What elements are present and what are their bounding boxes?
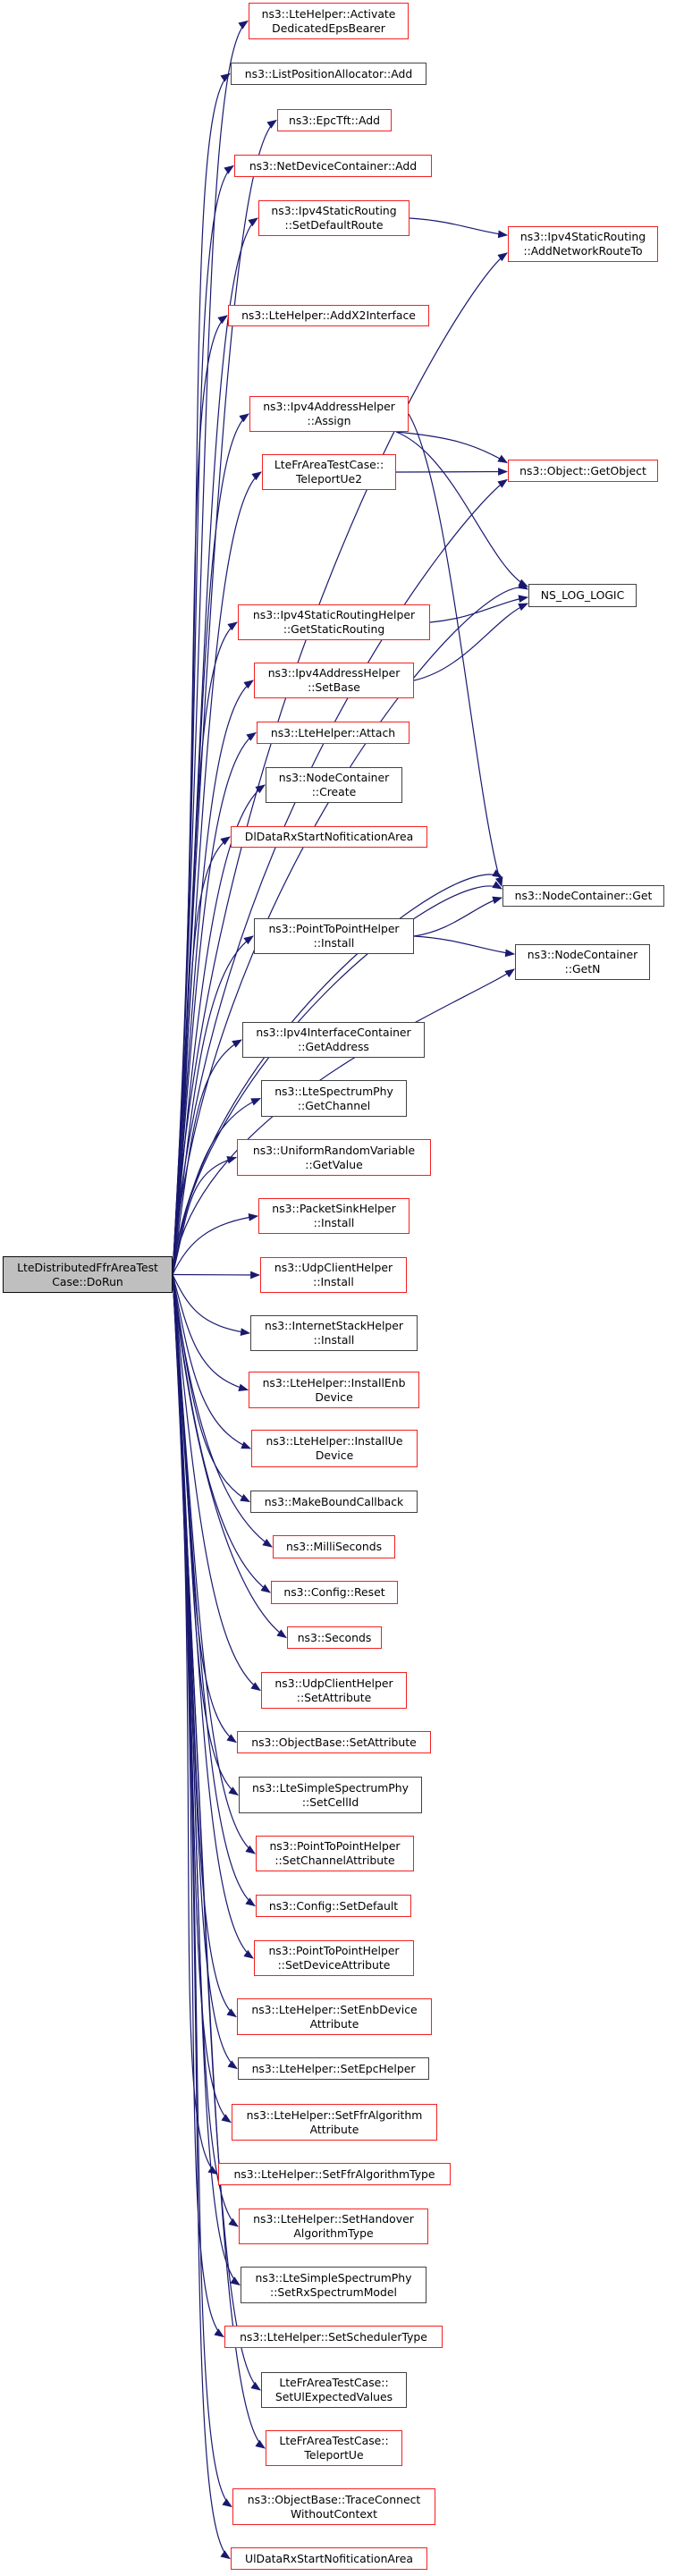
node-label: ns3::PointToPointHelper <box>268 1944 400 1957</box>
node-label: ns3::NetDeviceContainer::Add <box>249 158 418 173</box>
graph-node-config-set-default[interactable] <box>256 1895 411 1917</box>
node-label: LteDistributedFfrAreaTest <box>17 1260 158 1274</box>
graph-node-dl-data-rx-start-nofitication-area[interactable] <box>231 826 427 848</box>
graph-node-node-container-get[interactable] <box>502 885 664 907</box>
graph-node-set-device-attribute[interactable] <box>254 1940 414 1976</box>
graph-node-internet-stack-helper-install[interactable] <box>250 1315 418 1351</box>
node-label: ::GetChannel <box>297 1098 371 1112</box>
node-label: ns3::UdpClientHelper <box>274 1261 393 1274</box>
graph-node-trace-connect-without-context[interactable] <box>232 2488 435 2525</box>
graph-node-udp-client-helper-set-attribute[interactable] <box>261 1672 407 1709</box>
node-label: ::SetRxSpectrumModel <box>270 2285 397 2299</box>
node-label: ns3::NodeContainer <box>527 948 638 961</box>
graph-node-udp-client-helper-install[interactable] <box>260 1257 407 1293</box>
edge-teleport-ue2-to-object-get-object <box>396 472 507 473</box>
node-label: LteFrAreaTestCase:: <box>279 2376 389 2389</box>
graph-node-set-ffr-algorithm-type[interactable] <box>218 2163 451 2185</box>
node-label: ns3::LteHelper::Activate <box>261 6 396 21</box>
node-label: ::AddNetworkRouteTo <box>523 244 643 258</box>
node-label: ::SetBase <box>308 680 360 694</box>
graph-node-milliseconds[interactable] <box>273 1535 395 1558</box>
node-label: ns3::Ipv4StaticRouting <box>519 230 646 243</box>
graph-node-ns-log-logic[interactable] <box>528 584 637 607</box>
node-label: Device <box>315 1389 353 1404</box>
node-label: ::Install <box>313 1275 354 1288</box>
graph-node-add-x2-interface[interactable] <box>228 305 429 326</box>
graph-node-set-channel-attribute[interactable] <box>256 1836 414 1871</box>
edge-root-to-lte-spectrum-phy-get-channel <box>173 1099 260 1275</box>
node-label: Attribute <box>309 2016 359 2031</box>
graph-node-object-base-set-attribute[interactable] <box>237 1731 431 1753</box>
graph-node-set-scheduler-type[interactable] <box>224 2326 443 2348</box>
node-label: ns3::LteHelper::InstallEnb <box>262 1375 406 1389</box>
graph-node-install-ue-device[interactable] <box>251 1430 418 1467</box>
graph-node-set-epc-helper[interactable] <box>238 2057 429 2080</box>
graph-node-net-device-container-add[interactable] <box>234 155 432 177</box>
edge-ipv4-address-helper-assign-to-net-device-container-get <box>409 414 502 886</box>
node-label: ns3::PointToPointHelper <box>269 1839 401 1853</box>
node-label: Device <box>315 1448 354 1462</box>
node-label: ::Install <box>313 1333 355 1347</box>
node-label: ::SetAttribute <box>296 1690 372 1704</box>
node-label: ns3::MilliSeconds <box>285 1540 383 1553</box>
graph-node-set-rx-spectrum-model[interactable] <box>241 2267 426 2303</box>
graph-node-set-cell-id[interactable] <box>239 1777 422 1813</box>
node-label: ns3::LteHelper::Attach <box>270 725 396 739</box>
edge-root-to-list-position-allocator-add <box>173 74 230 1275</box>
node-label: ns3::LteHelper::SetHandover <box>253 2212 414 2225</box>
node-label: ns3::LteHelper::InstallUe <box>266 1434 403 1448</box>
graph-node-activate-dedicated-eps-bearer[interactable] <box>249 3 409 39</box>
node-label: ns3::Seconds <box>297 1630 372 1644</box>
node-label: ns3::UdpClientHelper <box>274 1676 393 1690</box>
node-label: ::SetDefaultRoute <box>284 218 384 232</box>
node-label: ::GetValue <box>305 1157 363 1171</box>
node-label: ns3::LteSpectrumPhy <box>274 1084 393 1098</box>
graph-node-root <box>3 1256 173 1293</box>
graph-node-ipv4-address-helper-assign[interactable] <box>249 396 409 432</box>
edge-root-to-udp-client-helper-install <box>173 1275 259 1276</box>
edge-root-to-ul-data-rx-start-nofitication-area <box>173 1275 230 2559</box>
graph-node-set-handover-algorithm-type[interactable] <box>239 2209 428 2244</box>
edge-root-to-get-static-routing <box>173 622 237 1275</box>
graph-node-epc-tft-add[interactable] <box>277 109 392 131</box>
node-label: ::SetChannelAttribute <box>274 1854 395 1867</box>
node-label: ns3::Ipv4AddressHelper <box>263 400 395 413</box>
node-label: ns3::EpcTft::Add <box>289 113 380 127</box>
graph-node-ipv4-interface-container-get-address[interactable] <box>242 1022 425 1058</box>
node-label: ns3::NodeContainer::Get <box>514 889 653 902</box>
node-label: DlDataRxStartNofiticationArea <box>244 830 414 843</box>
node-label: UlDataRxStartNofiticationArea <box>245 2551 413 2565</box>
edge-ipv4-address-helper-assign-to-ns-log-logic <box>396 432 528 587</box>
graph-node-lte-helper-attach[interactable] <box>257 722 410 744</box>
edge-point-to-point-helper-install-to-node-container-get <box>414 898 502 936</box>
node-label: TeleportUe <box>304 2448 364 2462</box>
node-label: ns3::ObjectBase::TraceConnect <box>247 2492 421 2506</box>
graph-node-node-container-create[interactable] <box>266 767 402 803</box>
node-label: NS_LOG_LOGIC <box>540 588 625 602</box>
node-label: Case::DoRun <box>52 1274 123 1288</box>
node-label: ns3::Config::Reset <box>283 1585 385 1599</box>
edge-root-to-packet-sink-helper-install <box>173 1216 258 1275</box>
node-label: ns3::ListPositionAllocator::Add <box>244 66 413 80</box>
node-label: ns3::LteSimpleSpectrumPhy <box>255 2270 412 2285</box>
node-label: ns3::PacketSinkHelper <box>272 1202 396 1215</box>
graph-node-set-enb-device-attribute[interactable] <box>237 1998 432 2035</box>
node-label: ::SetCellId <box>301 1795 359 1809</box>
node-label: LteFrAreaTestCase:: <box>274 458 384 471</box>
node-label: ::Assign <box>307 414 351 427</box>
edge-ipv4-address-helper-assign-to-object-get-object <box>396 432 507 463</box>
edge-root-to-udp-client-helper-set-attribute <box>173 1275 260 1691</box>
graph-node-config-reset[interactable] <box>271 1581 398 1604</box>
node-label: ::Create <box>311 785 357 798</box>
node-label: Attribute <box>309 2122 359 2136</box>
node-label: ns3::LteHelper::AddX2Interface <box>241 308 416 322</box>
graph-node-teleport-ue2[interactable] <box>262 454 396 490</box>
node-label: ns3::MakeBoundCallback <box>264 1494 404 1508</box>
graph-node-seconds[interactable] <box>287 1626 382 1649</box>
node-label: ns3::Ipv4StaticRoutingHelper <box>252 608 416 621</box>
node-label: ns3::Config::SetDefault <box>268 1898 399 1913</box>
node-label: ::GetN <box>564 962 601 976</box>
node-label: ns3::LteHelper::SetEpcHelper <box>251 2061 416 2075</box>
graph-node-teleport-ue[interactable] <box>266 2430 402 2466</box>
graph-node-set-default-route[interactable] <box>258 200 410 236</box>
edge-root-to-internet-stack-helper-install <box>173 1275 249 1334</box>
node-label: SetUlExpectedValues <box>274 2390 393 2403</box>
graph-node-packet-sink-helper-install[interactable] <box>258 1198 410 1234</box>
edge-root-to-set-device-attribute <box>173 1275 253 1959</box>
edge-point-to-point-helper-install-to-node-container-getn <box>414 936 514 954</box>
node-label: ::Install <box>313 1216 355 1229</box>
graph-node-ul-data-rx-start-nofitication-area[interactable] <box>231 2547 427 2570</box>
graph-node-uniform-random-variable-get-value[interactable] <box>237 1139 431 1176</box>
node-label: WithoutContext <box>291 2506 377 2521</box>
node-label: AlgorithmType <box>293 2226 374 2240</box>
node-label: LteFrAreaTestCase:: <box>279 2434 389 2447</box>
graph-node-point-to-point-helper-install[interactable] <box>254 918 414 954</box>
node-label: ns3::ObjectBase::SetAttribute <box>251 1735 417 1749</box>
node-label: ns3::LteHelper::SetEnbDevice <box>251 2002 418 2016</box>
graph-node-node-container-getn[interactable] <box>515 944 650 980</box>
graph-node-install-enb-device[interactable] <box>249 1372 419 1408</box>
node-label: ::Install <box>313 936 355 950</box>
node-label: ns3::LteSimpleSpectrumPhy <box>252 1780 409 1795</box>
node-label: ::SetDeviceAttribute <box>277 1958 391 1972</box>
node-label: ::GetAddress <box>298 1040 369 1053</box>
node-label: ns3::Ipv4InterfaceContainer <box>256 1026 411 1039</box>
node-label: ns3::UniformRandomVariable <box>252 1143 416 1157</box>
graph-node-add-network-route-to[interactable] <box>508 226 658 262</box>
node-label: DedicatedEpsBearer <box>272 21 385 35</box>
graph-node-lte-spectrum-phy-get-channel[interactable] <box>261 1080 407 1117</box>
graph-node-get-static-routing[interactable] <box>238 604 430 640</box>
edge-set-default-route-to-add-network-route-to <box>410 218 507 235</box>
graph-node-list-position-allocator-add[interactable] <box>231 63 426 85</box>
graph-node-object-get-object[interactable] <box>508 460 658 482</box>
node-label: ns3::LteHelper::SetFfrAlgorithm <box>246 2107 423 2122</box>
graph-node-set-ul-expected-values[interactable] <box>261 2372 407 2408</box>
node-label: ns3::PointToPointHelper <box>268 922 400 935</box>
node-label: ns3::LteHelper::SetFfrAlgorithmType <box>233 2166 435 2181</box>
graph-node-set-ffr-algorithm-attribute[interactable] <box>232 2104 437 2141</box>
graph-node-set-base[interactable] <box>254 663 414 698</box>
graph-node-make-bound-callback[interactable] <box>250 1491 418 1513</box>
node-label: ns3::Object::GetObject <box>519 463 646 477</box>
node-label: ns3::Ipv4StaticRouting <box>271 204 397 217</box>
node-label: ::GetStaticRouting <box>283 622 385 636</box>
node-label: ns3::NodeContainer <box>278 771 390 784</box>
node-label: ns3::LteHelper::SetSchedulerType <box>240 2329 427 2344</box>
node-label: ns3::Ipv4AddressHelper <box>267 666 401 680</box>
node-label: ns3::InternetStackHelper <box>264 1319 403 1332</box>
node-label: TeleportUe2 <box>295 472 363 486</box>
